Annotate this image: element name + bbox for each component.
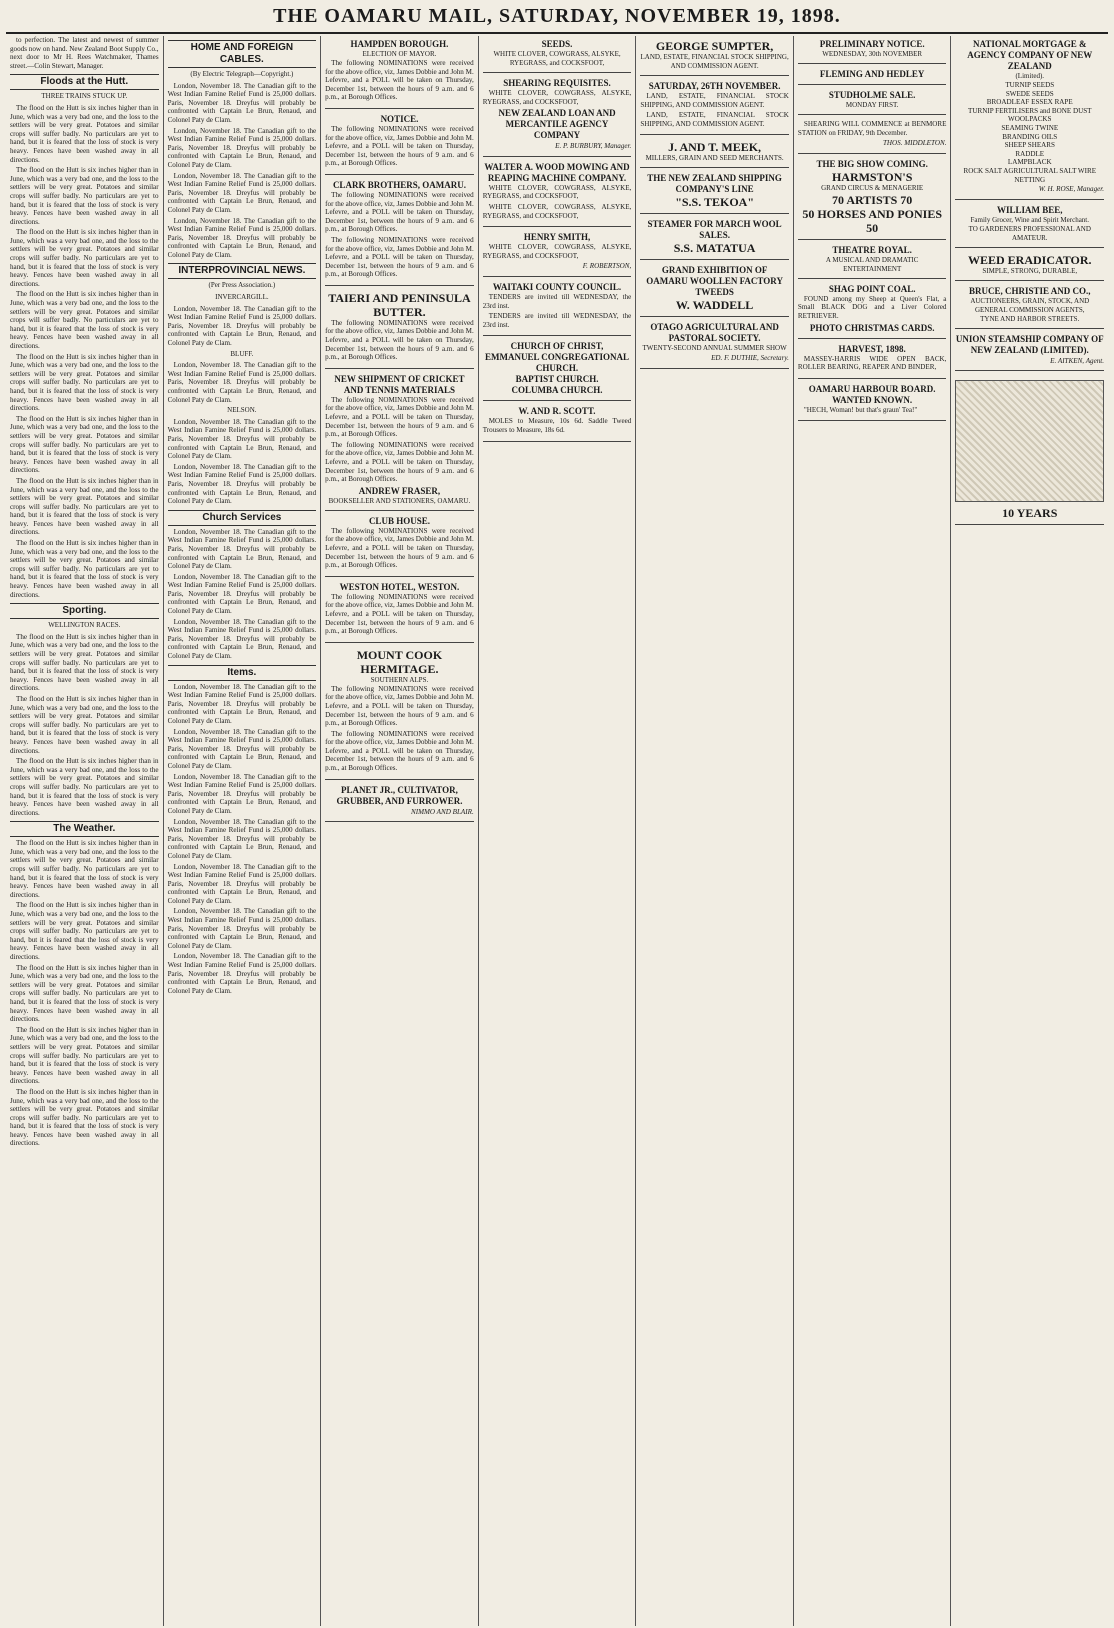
planet-title: PLANET JR., CULTIVATOR, GRUBBER, AND FURROWER. (336, 784, 463, 806)
hutt-body-4: The flood on the Hutt is six inches higher than in June, which was a very bad one, and the loss to the settlers will be very great. Potatoes and similar crops will suffer badly. No particulars are yet to hand, but it is feared that the loss of stock is very heavy. Fences have been washed away in all directions. (10, 290, 159, 350)
column-5 (636, 36, 794, 1626)
middleton-signature: THOS. MIDDLETON. (882, 139, 947, 148)
tenders-body-2: TENDERS are invited till WEDNESDAY, the 23rd inst. (482, 312, 632, 329)
hermitage-body-2: The following NOMINATIONS were received for the above office, viz, James Dobbie and John M. Lefevre, and a POLL will be taken on Thursday, December 1st, between the hours of 9 a.m. and 6 p.m., at Borough Offices. (325, 729, 474, 773)
hermitage-ad (325, 645, 474, 780)
bee-title: WILLIAM BEE, (997, 204, 1063, 215)
summer-title: TWENTY-SECOND ANNUAL SUMMER SHOW (642, 344, 787, 353)
clark-body: The following NOMINATIONS were received for the above office, viz, James Dobbie and John M. Lefevre, and a POLL will be taken on Thursday, December 1st, between the hours of 9 a.m. and 6 p.m., at Borough Offices. (325, 190, 474, 234)
waddell-title: W. WADDELL (675, 298, 754, 313)
musical-subtitle: A MUSICAL AND DRAMATIC ENTERTAINMENT (825, 255, 919, 273)
years-ad (955, 373, 1104, 525)
nimmo-signature: NIMMO AND BLAIR. (411, 807, 474, 816)
seeds-subtitle: WHITE CLOVER, COWGRASS, ALSYKE, RYEGRASS, and COCKSFOOT, (493, 50, 621, 67)
shag-ad (798, 281, 947, 339)
cables-body-3: London, November 18. The Canadian gift to the West Indian Famine Relief Fund is 25,000 dollars. Paris, November 18. Dreyfus will probably be confronted with Captain Le Brun, Renaud, and Colonel Paty de Clam. (167, 171, 317, 214)
items-body-2: London, November 18. The Canadian gift to the West Indian Famine Relief Fund is 25,000 dollars. Paris, November 18. Dreyfus will probably be confronted with Captain Le Brun, Renaud, and Colonel Paty de Clam. (167, 727, 317, 770)
studholme-subtitle: MONDAY FIRST. (845, 101, 899, 109)
wood-title: WALTER A. WOOD MOWING AND REAPING MACHINE COMPANY. (484, 161, 630, 183)
seed-line-4: TURNIP FERTILISERS and BONE DUST (968, 106, 1092, 115)
bruce-ad (955, 283, 1104, 329)
cables-subheading: (By Electric Telegraph—Copyright.) (190, 70, 294, 78)
theatre-ad (798, 242, 947, 279)
sumpter-title: GEORGE SUMPTER, (655, 39, 774, 53)
cricket-title: NEW SHIPMENT OF CRICKET AND TENNIS MATERIALS (334, 373, 465, 395)
cables-body-4: London, November 18. The Canadian gift to the West Indian Famine Relief Fund is 25,000 dollars. Paris, November 18. Dreyfus will probably be confronted with Captain Le Brun, Renaud, and Colonel Paty de Clam. (167, 216, 317, 259)
meek-ad (640, 137, 789, 168)
shipping-ad (640, 170, 789, 214)
sumpter-subtitle: LAND, ESTATE, FINANCIAL STOCK SHIPPING, AND COMMISSION AGENT. (640, 53, 789, 70)
bruce-title: BRUCE, CHRISTIE AND CO., (968, 285, 1091, 296)
taieri-ad (325, 288, 474, 369)
wood-body: WHITE CLOVER, COWGRASS, ALSYKE, RYEGRASS, and COCKSFOOT, (482, 183, 632, 201)
weather-body-3: The flood on the Hutt is six inches higher than in June, which was a very bad one, and the loss to the settlers will be very great. Potatoes and similar crops will suffer badly. No particulars are yet to hand, but it is feared that the loss of stock is very heavy. Fences have been washed away in all directions. (10, 963, 159, 1024)
wool-line-2: SEAMING TWINE (1001, 123, 1059, 132)
shearing-ad (483, 75, 632, 157)
smith-ad (483, 229, 632, 277)
wood-ad (483, 159, 632, 227)
masthead (6, 0, 1108, 34)
robertson-signature: F. ROBERTSON, (582, 262, 632, 271)
bluff-subheading: BLUFF. (230, 349, 254, 358)
club-body: The following NOMINATIONS were received for the above office, viz, James Dobbie and John M. Lefevre, and a POLL will be taken on Thursday, December 1st, between the hours of 9 a.m. and 6 p.m., at Borough Offices. (325, 526, 474, 570)
show-ad (640, 319, 789, 369)
benmore-body: SHEARING WILL COMMENCE at BENMORE STATION on FRIDAY, 9th December. (797, 120, 947, 137)
massey-body: MASSEY-HARRIS WIDE OPEN BACK, ROLLER BEARING, REAPER AND BINDER, (797, 354, 947, 372)
moles-body: MOLES to Measure, 10s 6d. Saddle Tweed Trousers to Measure, 18s 6d. (482, 417, 632, 434)
waitaki-title: WAITAKI COUNTY COUNCIL. (492, 281, 622, 292)
columba-title: COLUMBA CHURCH. (511, 385, 603, 396)
weather-body-2: The flood on the Hutt is six inches higher than in June, which was a very bad one, and the loss to the settlers will be very great. Potatoes and similar crops will suffer badly. No particulars are yet to hand, but it is feared that the loss of stock is very heavy. Fences have been washed away in all directions. (10, 901, 159, 961)
hermitage-title: MOUNT COOK HERMITAGE. (356, 647, 443, 676)
clark-title: CLARK BROTHERS, OAMARU. (332, 179, 466, 190)
fleming-title: FLEMING AND HEDLEY (819, 69, 925, 79)
tenders-body: TENDERS are invited till WEDNESDAY, the 23rd inst. (482, 292, 632, 310)
scott-title: W. AND R. SCOTT. (518, 406, 596, 417)
seed-line-1: TURNIP SEEDS (1005, 81, 1055, 89)
shipping-title: THE NEW ZEALAND SHIPPING COMPANY'S LINE (647, 173, 782, 195)
cricket-body-2: The following NOMINATIONS were received for the above office, viz, James Dobbie and John M. Lefevre, and a POLL will be taken on Thursday, December 1st, between the hours of 9 a.m. and 6 p.m., at Borough Offices. (325, 440, 474, 484)
column-4 (479, 36, 637, 1626)
aitken-signature: E. AITKEN, Agent. (1050, 356, 1105, 365)
emmanuel-title: EMMANUEL CONGREGATIONAL CHURCH. (484, 352, 630, 374)
clark-body-2: The following NOMINATIONS were received for the above office, viz, James Dobbie and John M. Lefevre, and a POLL will be taken on Thursday, December 1st, between the hours of 9 a.m. and 6 p.m., at Borough Offices. (325, 235, 474, 279)
hutt-body-8: The flood on the Hutt is six inches higher than in June, which was a very bad one, and the loss to the settlers will be very great. Potatoes and similar crops will suffer badly. No particulars are yet to hand, but it is feared that the loss of stock is very heavy. Fences have been washed away in all directions. (10, 539, 159, 599)
cables-body: London, November 18. The Canadian gift to the West Indian Famine Relief Fund is 25,000 dollars. Paris, November 18. Dreyfus will probably be confronted with Captain Le Brun, Renaud, and Colonel Paty de Clam. (167, 81, 317, 124)
column-7 (951, 36, 1108, 1626)
harbour-ad (798, 381, 947, 422)
show-title: OTAGO AGRICULTURAL AND PASTORAL SOCIETY. (650, 322, 779, 344)
shearing-body: WHITE CLOVER, COWGRASS, ALSYKE, RYEGRASS, and COCKSFOOT, (482, 89, 632, 106)
exhibition-title: GRAND EXHIBITION OF OAMARU WOOLLEN FACTORY TWEEDS (646, 265, 783, 298)
cricket-body: The following NOMINATIONS were received for the above office, viz, James Dobbie and John M. Lefevre, and a POLL will be taken on Thursday, December 1st, between the hours of 9 a.m. and 6 p.m., at Borough Offices. (325, 395, 474, 439)
saturday-ad (640, 78, 789, 135)
scott-ad (483, 403, 632, 441)
show-title: THE BIG SHOW COMING. (816, 158, 928, 169)
rose-signature: W. H. ROSE, Manager. (1038, 185, 1105, 194)
election-ad (325, 36, 474, 109)
weather-body-5: The flood on the Hutt is six inches higher than in June, which was a very bad one, and the loss to the settlers will be very great. Potatoes and similar crops will suffer badly. No particulars are yet to hand, but it is feared that the loss of stock is very heavy. Fences have been washed away in all directions. (10, 1087, 159, 1148)
union-title: UNION STEAMSHIP COMPANY OF NEW ZEALAND (LIMITED). (955, 333, 1104, 355)
christ-title: CHURCH OF CHRIST, (510, 341, 604, 352)
shear-line-1: SHEEP SHEARS (1004, 141, 1055, 150)
nelson-body: London, November 18. The Canadian gift to the West Indian Famine Relief Fund is 25,000 dollars. Paris, November 18. Dreyfus will probably be confronted with Captain Le Brun, Renaud, and Colonel Paty de Clam. (167, 417, 317, 461)
items-body: London, November 18. The Canadian gift to the West Indian Famine Relief Fund is 25,000 dollars. Paris, November 18. Dreyfus will probably be confronted with Captain Le Brun, Renaud, and Colonel Paty de Clam. (167, 682, 317, 725)
saturday-body: LAND, ESTATE, FINANCIAL STOCK SHIPPING, AND COMMISSION AGENT. (640, 92, 789, 109)
races-body-2: The flood on the Hutt is six inches higher than in June, which was a very bad one, and the loss to the settlers will be very great. Potatoes and similar crops will suffer badly. No particulars are yet to hand, but it is feared that the loss of stock is very heavy. Fences have been washed away in all directions. (10, 694, 159, 755)
hutt-subheading: THREE TRAINS STUCK UP. (41, 92, 128, 101)
prelim-ad (798, 36, 947, 64)
invercargill-subheading: INVERCARGILL. (215, 293, 269, 302)
invercargill-body: London, November 18. The Canadian gift to the West Indian Famine Relief Fund is 25,000 dollars. Paris, November 18. Dreyfus will probably be confronted with Captain Le Brun, Renaud, and Colonel Paty de Clam. (167, 304, 317, 348)
election-body: The following NOMINATIONS were received for the above office, viz, James Dobbie and John M. Lefevre, and a POLL will be taken on Thursday, December 1st, between the hours of 9 a.m. and 6 p.m., at Borough Offices. (325, 59, 474, 102)
wood-body-2: WHITE CLOVER, COWGRASS, ALSYKE, RYEGRASS, and COCKSFOOT, (482, 202, 632, 220)
election-subtitle: ELECTION OF MAYOR. (362, 50, 437, 58)
items-body-4: London, November 18. The Canadian gift to the West Indian Famine Relief Fund is 25,000 dollars. Paris, November 18. Dreyfus will probably be confronted with Captain Le Brun, Renaud, and Colonel Paty de Clam. (167, 817, 317, 860)
weed-title: WEED ERADICATOR. (967, 252, 1092, 267)
items-body-6: London, November 18. The Canadian gift to the West Indian Famine Relief Fund is 25,000 dollars. Paris, November 18. Dreyfus will probably be confronted with Captain Le Brun, Renaud, and Colonel Paty de Clam. (167, 907, 317, 950)
interprovincial-heading: INTERPROVINCIAL NEWS. (168, 263, 317, 279)
church-body: London, November 18. The Canadian gift to the West Indian Famine Relief Fund is 25,000 dollars. Paris, November 18. Dreyfus will probably be confronted with Captain Le Brun, Renaud, and Colonel Paty de Clam. (167, 527, 317, 571)
harvest-title: HARVEST, 1898. (838, 343, 906, 354)
studholme-title: STUDHOLME SALE. (828, 90, 916, 100)
seed-line-3: BROADLEAF ESSEX RAPE (986, 98, 1073, 107)
horses-line: 50 HORSES AND PONIES 50 (802, 206, 943, 235)
intro-paragraph: to perfection. The latest and newest of summer goods now on hand. New Zealand Boot Supply Co., next door to Mr H. Rees Watchmaker, Thames street.—Colin Stewart, Manager. (10, 36, 159, 70)
election-title: HAMPDEN BOROUGH. (350, 39, 449, 49)
items-body-7: London, November 18. The Canadian gift to the West Indian Famine Relief Fund is 25,000 dollars. Paris, November 18. Dreyfus will probably be confronted with Captain Le Brun, Renaud, and Colonel Paty de Clam. (167, 952, 317, 995)
fleming-ad (798, 66, 947, 85)
notice-ad (325, 111, 474, 175)
weston-title: WESTON HOTEL, WESTON. (339, 581, 460, 592)
wool-line-1: WOOLPACKS (1008, 115, 1052, 124)
baptist-title: BAPTIST CHURCH. (515, 374, 599, 385)
tekoa-name: "S.S. TEKOA" (675, 195, 754, 210)
hutt-body-2: The flood on the Hutt is six inches higher than in June, which was a very bad one, and the loss to the settlers will be very great. Potatoes and similar crops will suffer badly. No particulars are yet to hand, but it is feared that the loss of stock is very heavy. Fences have been washed away in all directions. (10, 166, 159, 226)
notice-title: NOTICE. (380, 113, 419, 124)
clark-ad (325, 177, 474, 286)
races-body-3: The flood on the Hutt is six inches higher than in June, which was a very bad one, and the loss to the settlers will be very great. Potatoes and similar crops will suffer badly. No particulars are yet to hand, but it is feared that the loss of stock is very heavy. Fences have been washed away in all directions. (10, 757, 159, 817)
weather-body: The flood on the Hutt is six inches higher than in June, which was a very bad one, and the loss to the settlers will be very great. Potatoes and similar crops will suffer badly. No particulars are yet to hand, but it is feared that the loss of stock is very heavy. Fences have been washed away in all directions. (10, 839, 159, 899)
taieri-body: The following NOMINATIONS were received for the above office, viz, James Dobbie and John M. Lefevre, and a POLL will be taken on Thursday, December 1st, between the hours of 9 a.m. and 6 p.m., at Borough Offices. (325, 318, 474, 362)
club-ad (325, 513, 474, 577)
smith-title: HENRY SMITH, (523, 232, 591, 243)
hutt-heading: Floods at the Hutt. (10, 74, 159, 90)
column-3 (321, 36, 479, 1626)
circus-ad (798, 156, 947, 240)
loan-signature: E. P. BURBURY, Manager. (555, 142, 632, 151)
taieri-title: TAIERI AND PENINSULA BUTTER. (328, 290, 471, 319)
bee-subtitle: Family Grocer, Wine and Spirit Merchant. (970, 215, 1089, 224)
items-heading: Items. (168, 665, 317, 681)
newspaper-title: THE OAMARU MAIL, SATURDAY, NOVEMBER 19, 1898. (273, 4, 841, 27)
waitaki-ad (483, 279, 632, 336)
mortgage-ad (955, 36, 1104, 200)
christ-ad (483, 338, 632, 401)
hermitage-body: The following NOMINATIONS were received for the above office, viz, James Dobbie and John M. Lefevre, and a POLL will be taken on Thursday, December 1st, between the hours of 9 a.m. and 6 p.m., at Borough Offices. (325, 684, 474, 728)
bee-ad (955, 202, 1104, 248)
shear-line-2: RADDLE (1015, 149, 1045, 158)
years-title: 10 YEARS (1002, 506, 1058, 521)
club-title: CLUB HOUSE. (368, 515, 430, 526)
column-2 (164, 36, 322, 1626)
shag-title: SHAG POINT COAL. (828, 283, 916, 294)
shear-line-3: LAMPBLACK (1007, 158, 1052, 167)
found-body: FOUND among my Sheep at Queen's Flat, a Small BLACK DOG and a Liver Colored RETRIEVER. (797, 294, 947, 320)
items-body-5: London, November 18. The Canadian gift to the West Indian Famine Relief Fund is 25,000 dollars. Paris, November 18. Dreyfus will probably be confronted with Captain Le Brun, Renaud, and Colonel Paty de Clam. (167, 862, 317, 905)
saturday-body-2: LAND, ESTATE, FINANCIAL STOCK SHIPPING, AND COMMISSION AGENT. (640, 111, 789, 128)
church-heading: Church Services (168, 510, 317, 526)
mortgage-title: NATIONAL MORTGAGE & AGENCY COMPANY OF NEW ZEALAND (967, 39, 1093, 71)
notice-body: The following NOMINATIONS were received for the above office, viz, James Dobbie and John M. Lefevre, and a POLL will be taken on Thursday, December 1st, between the hours of 9 a.m. and 6 p.m., at Borough Offices. (325, 124, 474, 168)
cheadle-line: SIMPLE, STRONG, DURABLE, (982, 266, 1078, 275)
prelim-subtitle: WEDNESDAY, 30th NOVEMBER (822, 50, 923, 58)
theatre-title: THEATRE ROYAL. (832, 244, 912, 255)
hutt-body-3: The flood on the Hutt is six inches higher than in June, which was a very bad one, and the loss to the settlers will be very great. Potatoes and similar crops will suffer badly. No particulars are yet to hand, but it is feared that the loss of stock is very heavy. Fences have been washed away in all directions. (10, 228, 159, 288)
wool-line-3: BRANDING OILS (1002, 132, 1058, 141)
alps-subtitle: SOUTHERN ALPS. (370, 675, 429, 684)
nelson-body-2: London, November 18. The Canadian gift to the West Indian Famine Relief Fund is 25,000 dollars. Paris, November 18. Dreyfus will probably be confronted with Captain Le Brun, Renaud, and Colonel Paty de Clam. (167, 462, 317, 506)
fraser-title: ANDREW FRASER, (358, 485, 441, 496)
benmore-ad (798, 117, 947, 154)
interprovincial-subheading: (Per Press Association.) (208, 281, 276, 290)
weather-body-4: The flood on the Hutt is six inches higher than in June, which was a very bad one, and the loss to the settlers will be very great. Potatoes and similar crops will suffer badly. No particulars are yet to hand, but it is feared that the loss of stock is very heavy. Fences have been washed away in all directions. (10, 1025, 159, 1086)
harbour-title: OAMARU HARBOUR BOARD. (808, 383, 936, 394)
meek-subtitle: MILLERS, GRAIN AND SEED MERCHANTS. (645, 154, 784, 163)
circus-subtitle: GRAND CIRCUS & MENAGERIE (821, 183, 924, 192)
bluff-body: London, November 18. The Canadian gift to the West Indian Famine Relief Fund is 25,000 dollars. Paris, November 18. Dreyfus will probably be confronted with Captain Le Brun, Renaud, and Colonel Paty de Clam. (167, 361, 317, 404)
harmston-title: HARMSTON'S (831, 169, 913, 184)
column-1 (6, 36, 164, 1626)
shearing-title: SHEARING REQUISITES. (503, 78, 611, 88)
gardeners-line: TO GARDENERS PROFESSIONAL AND AMATEUR. (968, 224, 1091, 242)
cables-body-2: London, November 18. The Canadian gift to the West Indian Famine Relief Fund is 25,000 dollars. Paris, November 18. Dreyfus will probably be confronted with Captain Le Brun, Renaud, and Colonel Paty de Clam. (167, 126, 317, 169)
seed-line-2: SWEDE SEEDS (1005, 89, 1054, 98)
sporting-heading: Sporting. (10, 603, 159, 619)
planet-ad (325, 782, 474, 823)
loan-title: NEW ZEALAND LOAN AND MERCANTILE AGENCY COMPANY (498, 108, 616, 141)
column-6 (794, 36, 952, 1626)
church-body-3: London, November 18. The Canadian gift to the West Indian Famine Relief Fund is 25,000 dollars. Paris, November 18. Dreyfus will probably be confronted with Captain Le Brun, Renaud, and Colonel Paty de Clam. (167, 617, 317, 661)
weston-ad (325, 579, 474, 643)
meek-title: J. AND T. MEEK, (668, 140, 762, 155)
cricket-ad (325, 371, 474, 511)
items-body-3: London, November 18. The Canadian gift to the West Indian Famine Relief Fund is 25,000 dollars. Paris, November 18. Dreyfus will probably be confronted with Captain Le Brun, Renaud, and Colonel Paty de Clam. (167, 772, 317, 815)
prelim-title: PRELIMINARY NOTICE. (819, 39, 925, 49)
cables-heading: HOME AND FOREIGN CABLES. (168, 40, 317, 68)
nelson-subheading: NELSON. (227, 406, 257, 415)
artists-line: 70 ARTISTS 70 (832, 192, 913, 207)
seeds-ad (483, 36, 632, 73)
page-columns (6, 36, 1108, 1626)
hutt-body-6: The flood on the Hutt is six inches higher than in June, which was a very bad one, and the loss to the settlers will be very great. Potatoes and similar crops will suffer badly. No particulars are yet to hand, but it is feared that the loss of stock is very heavy. Fences have been washed away in all directions. (10, 414, 159, 475)
engraving-illustration (955, 380, 1104, 502)
duthie-signature: ED. F. DUTHIE, Secretary. (711, 354, 789, 363)
church-body-2: London, November 18. The Canadian gift to the West Indian Famine Relief Fund is 25,000 dollars. Paris, November 18. Dreyfus will probably be confronted with Captain Le Brun, Renaud, and Colonel Paty de Clam. (167, 572, 317, 616)
weather-heading: The Weather. (10, 821, 159, 837)
races-body: The flood on the Hutt is six inches higher than in June, which was a very bad one, and the loss to the settlers will be very great. Potatoes and similar crops will suffer badly. No particulars are yet to hand, but it is feared that the loss of stock is very heavy. Fences have been washed away in all directions. (10, 632, 159, 693)
matatua-name: S.S. MATATUA (673, 241, 756, 256)
union-ad (955, 331, 1104, 372)
wanted-title: WANTED KNOWN. (832, 394, 913, 405)
steamer-ad (640, 216, 789, 260)
steamer-title: STEAMER FOR MARCH WOOL SALES. (647, 219, 782, 241)
weston-body: The following NOMINATIONS were received for the above office, viz, James Dobbie and John M. Lefevre, and a POLL will be taken on Thursday, December 1st, between the hours of 9 a.m. and 6 p.m., at Borough Offices. (325, 592, 474, 636)
tyne-line: TYNE AND HARBOR STREETS. (980, 314, 1080, 323)
fraser-subtitle: BOOKSELLER AND STATIONERS, OAMARU. (328, 496, 471, 505)
seeds-title: SEEDS. (541, 39, 573, 49)
saturday-title: SATURDAY, 26TH NOVEMBER. (648, 81, 781, 91)
mortgage-subtitle: (Limited). (1015, 72, 1045, 80)
photo-title: PHOTO CHRISTMAS CARDS. (809, 322, 935, 333)
hutt-body-7: The flood on the Hutt is six inches higher than in June, which was a very bad one, and the loss to the settlers will be very great. Potatoes and similar crops will suffer badly. No particulars are yet to hand, but it is feared that the loss of stock is very heavy. Fences have been washed away in all directions. (10, 476, 159, 537)
weed-ad (955, 250, 1104, 281)
smith-body: WHITE CLOVER, COWGRASS, ALSYKE, RYEGRASS, and COCKSFOOT, (482, 243, 632, 260)
hutt-body: The flood on the Hutt is six inches higher than in June, which was a very bad one, and the loss to the settlers will be very great. Potatoes and similar crops will suffer badly. No particulars are yet to hand, but it is feared that the loss of stock is very heavy. Fences have been washed away in all directions. (10, 103, 159, 164)
studholme-ad (798, 87, 947, 115)
harvest-ad (798, 341, 947, 379)
bruce-subtitle: AUCTIONEERS, GRAIN, STOCK, AND GENERAL COMMISSION AGENTS, (970, 296, 1090, 314)
sumpter-ad (640, 36, 789, 76)
salt-line: ROCK SALT AGRICULTURAL SALT WIRE NETTING (963, 166, 1097, 184)
hutt-body-5: The flood on the Hutt is six inches higher than in June, which was a very bad one, and the loss to the settlers will be very great. Potatoes and similar crops will suffer badly. No particulars are yet to hand, but it is feared that the loss of stock is very heavy. Fences have been washed away in all directions. (10, 352, 159, 413)
hech-body: "HECH, Woman! but that's graun' Tea!" (803, 405, 918, 414)
races-subheading: WELLINGTON RACES. (48, 621, 121, 630)
exhibition-ad (640, 262, 789, 317)
